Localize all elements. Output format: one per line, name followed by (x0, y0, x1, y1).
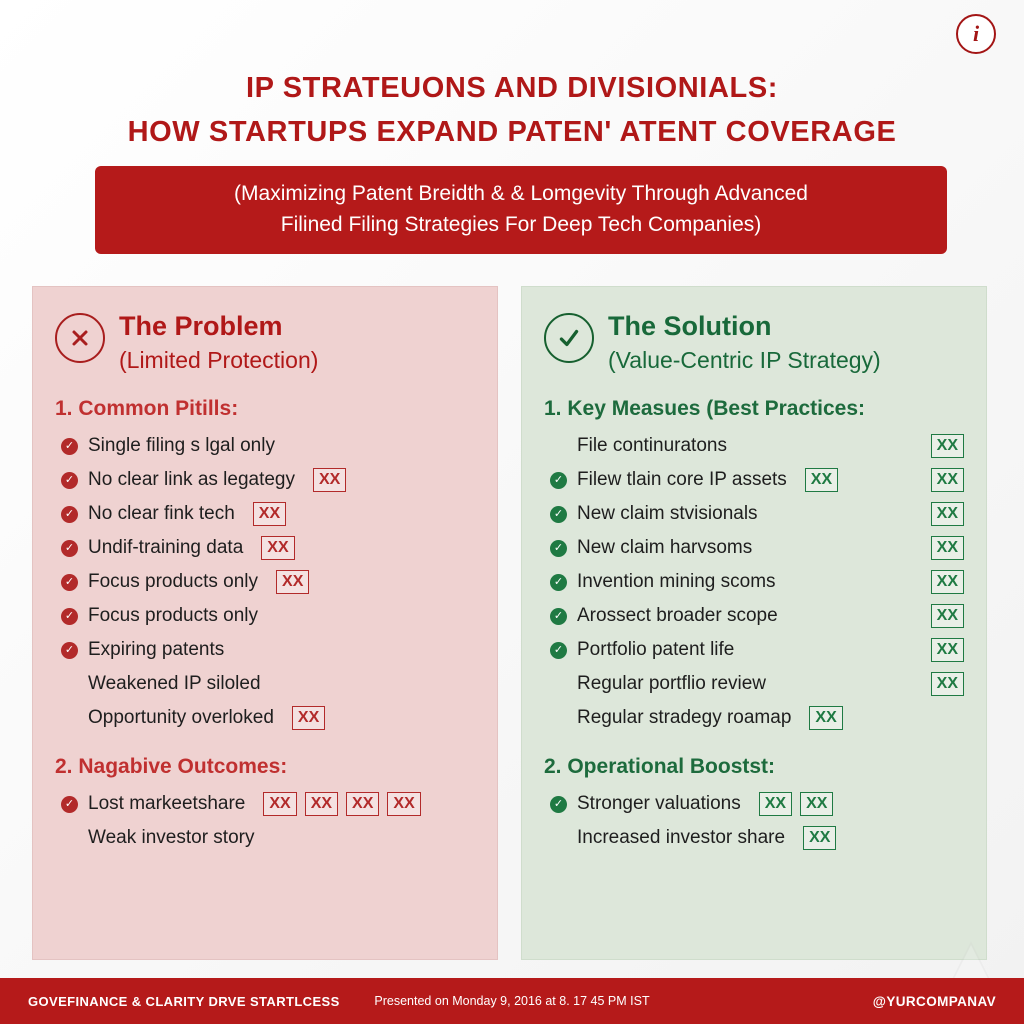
check-icon: ✓ (61, 608, 78, 625)
status-badge: XX (346, 792, 379, 816)
problem-section-2-title: 2. Nagabive Outcomes: (55, 755, 288, 778)
list-item-label: Invention mining scoms (577, 571, 776, 592)
list-item (55, 463, 475, 497)
solution-header (544, 309, 964, 377)
check-icon: ✓ (61, 796, 78, 813)
status-badge: XX (387, 792, 420, 816)
list-item-label: Opportunity overloked (88, 707, 274, 728)
solution-panel (521, 286, 987, 960)
problem-subtitle: (Limited Protection) (119, 347, 319, 373)
list-item (55, 599, 475, 633)
list-item-label: No clear fink tech (88, 503, 235, 524)
list-item (544, 787, 964, 821)
status-badge: XX (931, 536, 964, 560)
list-item (55, 787, 475, 821)
info-icon[interactable] (956, 14, 996, 54)
status-badge: XX (809, 706, 842, 730)
list-item-label: Portfolio patent life (577, 639, 735, 660)
info-icon-glyph: i (972, 21, 980, 46)
list-item (544, 599, 964, 633)
solution-subtitle: (Value-Centric IP Strategy) (608, 347, 881, 373)
footer-timestamp: Presented on Monday 9, 2016 at 8. 17 45 PM IST (374, 994, 650, 1008)
title-line-1: IP STRATEUONS AND DIVISIONIALS: (245, 72, 779, 104)
list-item-label: Single filing s lgal only (88, 435, 275, 456)
status-badge: XX (800, 792, 833, 816)
status-badge: XX (305, 792, 338, 816)
list-item (55, 701, 475, 735)
list-item-label: Regular stradegy roamap (577, 707, 792, 728)
list-item (55, 821, 475, 855)
list-item-label: Focus products only (88, 571, 259, 592)
list-item (55, 667, 475, 701)
list-item-label: Weakened IP siloled (88, 673, 261, 694)
status-badge: XX (276, 570, 309, 594)
check-icon: ✓ (61, 438, 78, 455)
list-item (544, 429, 964, 463)
problem-panel (32, 286, 498, 960)
status-badge: XX (931, 502, 964, 526)
list-item (544, 497, 964, 531)
check-circle-icon (544, 313, 594, 363)
page-title (0, 66, 1024, 154)
status-badge: XX (313, 468, 346, 492)
footer-bar (0, 978, 1024, 1024)
list-item-label: Lost markeetshare (88, 793, 246, 814)
list-item-label: Arossect broader scope (577, 605, 778, 626)
title-line-2: HOW STARTUPS EXPAND PATEN' ATENT COVERAGE (127, 116, 897, 148)
check-icon: ✓ (550, 796, 567, 813)
solution-section-1-title: 1. Key Measues (Best Practices: (544, 397, 865, 420)
problem-header (55, 309, 475, 377)
list-item-label: New claim harvsoms (577, 537, 753, 558)
list-item-label: Stronger valuations (577, 793, 741, 814)
check-icon: ✓ (550, 540, 567, 557)
list-item (544, 565, 964, 599)
list-item-label: Focus products only (88, 605, 259, 626)
status-badge: XX (931, 468, 964, 492)
check-icon: ✓ (61, 574, 78, 591)
list-item (544, 463, 964, 497)
status-badge: XX (292, 706, 325, 730)
list-item-label: Filew tlain core IP assets (577, 469, 787, 490)
status-badge: XX (805, 468, 838, 492)
status-badge: XX (263, 792, 296, 816)
status-badge: XX (931, 434, 964, 458)
check-icon: ✓ (550, 506, 567, 523)
check-icon: ✓ (550, 574, 567, 591)
list-item (55, 633, 475, 667)
list-item-label: Increased investor share (577, 827, 786, 848)
status-badge: XX (931, 638, 964, 662)
status-badge: XX (759, 792, 792, 816)
list-item-label: Expiring patents (88, 639, 225, 660)
status-badge: XX (261, 536, 294, 560)
list-item (544, 701, 964, 735)
status-badge: XX (253, 502, 286, 526)
status-badge: XX (931, 570, 964, 594)
subtitle-banner (95, 166, 947, 254)
status-badge: XX (931, 672, 964, 696)
list-item (544, 633, 964, 667)
check-icon: ✓ (550, 472, 567, 489)
subtitle-line-1: (Maximizing Patent Breidth & & Lomgevity Through Advanced (234, 182, 808, 205)
footer-handle: @YURCOMPANAV (872, 993, 996, 1009)
list-item-label: Undif-training data (88, 537, 244, 558)
check-icon: ✓ (61, 472, 78, 489)
status-badge: XX (931, 604, 964, 628)
list-item (55, 429, 475, 463)
footer-tagline: GOVEFINANCE & CLARITY DRVE STARTLCESS (28, 993, 340, 1009)
list-item-label: New claim stvisionals (577, 503, 758, 524)
x-circle-icon (55, 313, 105, 363)
status-badge: XX (803, 826, 836, 850)
list-item-label: File continuratons (577, 435, 727, 456)
list-item (55, 531, 475, 565)
list-item (544, 531, 964, 565)
subtitle-line-2: Filined Filing Strategies For Deep Tech Companies) (280, 213, 762, 236)
list-item (544, 821, 964, 855)
list-item-label: Weak investor story (88, 827, 255, 848)
check-icon: ✓ (61, 642, 78, 659)
check-icon: ✓ (61, 540, 78, 557)
list-item (55, 565, 475, 599)
solution-title: The Solution (608, 311, 772, 341)
solution-section-2-title: 2. Operational Boostst: (544, 755, 776, 778)
problem-title: The Problem (119, 311, 283, 341)
list-item (544, 667, 964, 701)
problem-section-1-title: 1. Common Pitills: (55, 397, 239, 420)
check-icon: ✓ (61, 506, 78, 523)
list-item (55, 497, 475, 531)
list-item-label: No clear link as legategy (88, 469, 295, 490)
check-icon: ✓ (550, 642, 567, 659)
check-icon: ✓ (550, 608, 567, 625)
list-item-label: Regular portflio review (577, 673, 767, 694)
